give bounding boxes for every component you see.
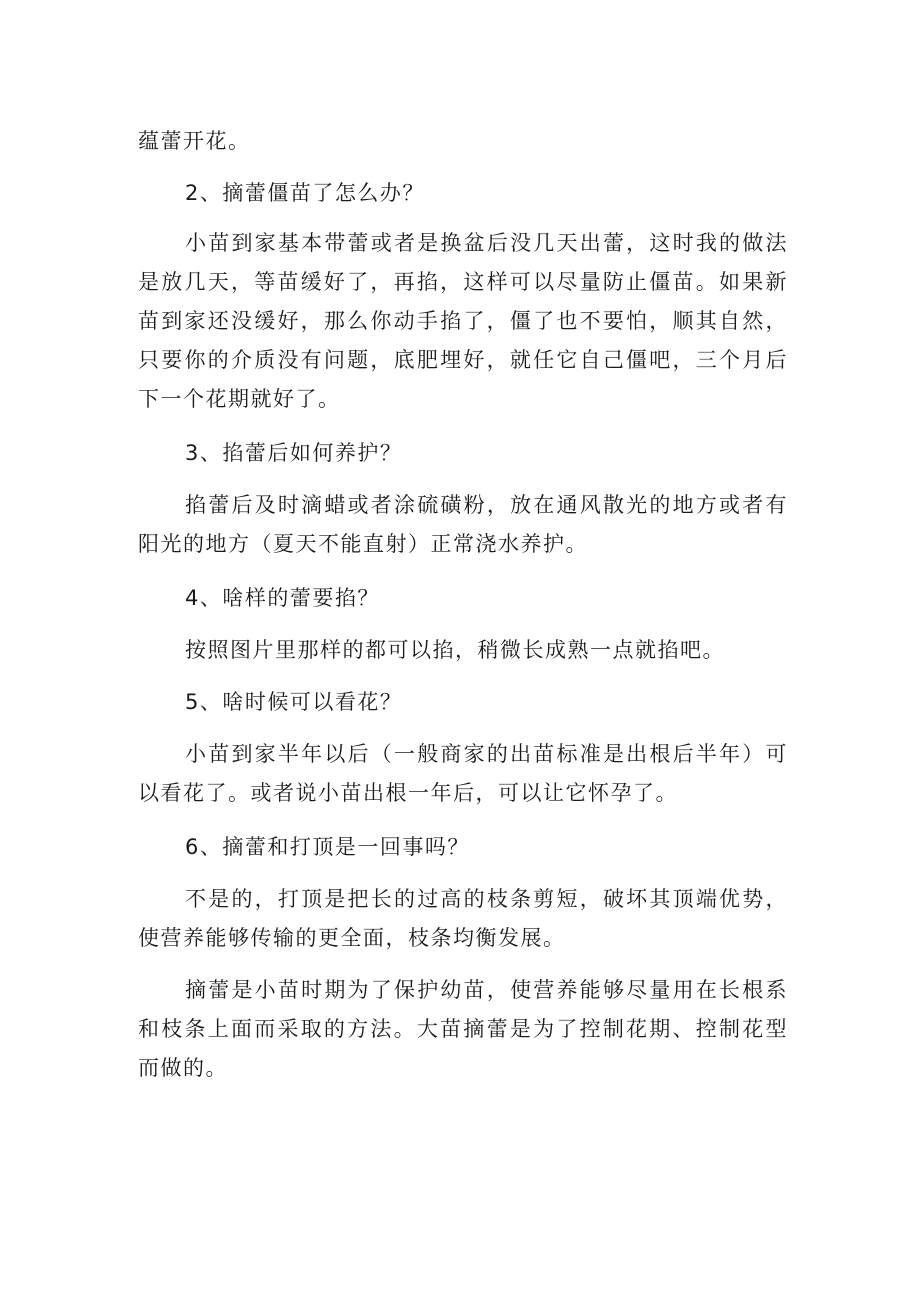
paragraph-line: 小苗到家半年以后（一般商家的出苗标准是出根后半年）可	[185, 742, 788, 766]
question-heading: 5、啥时候可以看花？	[185, 690, 403, 714]
paragraph-line: 和枝条上面而采取的方法。大苗摘蕾是为了控制花期、控制花型	[138, 1017, 788, 1041]
paragraph-line: 而做的。	[138, 1056, 228, 1080]
question-heading: 4、啥样的蕾要掐？	[185, 586, 380, 610]
paragraph-line: 使营养能够传输的更全面，枝条均衡发展。	[138, 926, 566, 950]
paragraph-line: 下一个花期就好了。	[138, 387, 341, 411]
question-heading: 6、摘蕾和打顶是一回事吗？	[185, 835, 470, 859]
paragraph-line: 蕴蕾开花。	[138, 129, 251, 153]
paragraph-line: 阳光的地方（夏天不能直射）正常浇水养护。	[138, 532, 588, 556]
paragraph-line: 只要你的介质没有问题，底肥埋好，就任它自己僵吧，三个月后	[138, 348, 788, 372]
paragraph-line: 按照图片里那样的都可以掐，稍微长成熟一点就掐吧。	[185, 638, 725, 662]
paragraph-line: 是放几天，等苗缓好了，再掐，这样可以尽量防止僵苗。如果新	[138, 270, 788, 294]
paragraph-line: 小苗到家基本带蕾或者是换盆后没几天出蕾，这时我的做法	[185, 231, 788, 255]
paragraph-line: 苗到家还没缓好，那么你动手掐了，僵了也不要怕，顺其自然，	[138, 309, 788, 333]
paragraph-line: 摘蕾是小苗时期为了保护幼苗，使营养能够尽量用在长根系	[185, 978, 788, 1002]
question-heading: 2、摘蕾僵苗了怎么办？	[185, 181, 425, 205]
paragraph-line: 掐蕾后及时滴蜡或者涂硫磺粉，放在通风散光的地方或者有	[185, 493, 788, 517]
paragraph-line: 以看花了。或者说小苗出根一年后，可以让它怀孕了。	[138, 781, 678, 805]
question-heading: 3、掐蕾后如何养护？	[185, 441, 403, 465]
paragraph-line: 不是的，打顶是把长的过高的枝条剪短，破坏其顶端优势，	[185, 887, 788, 911]
